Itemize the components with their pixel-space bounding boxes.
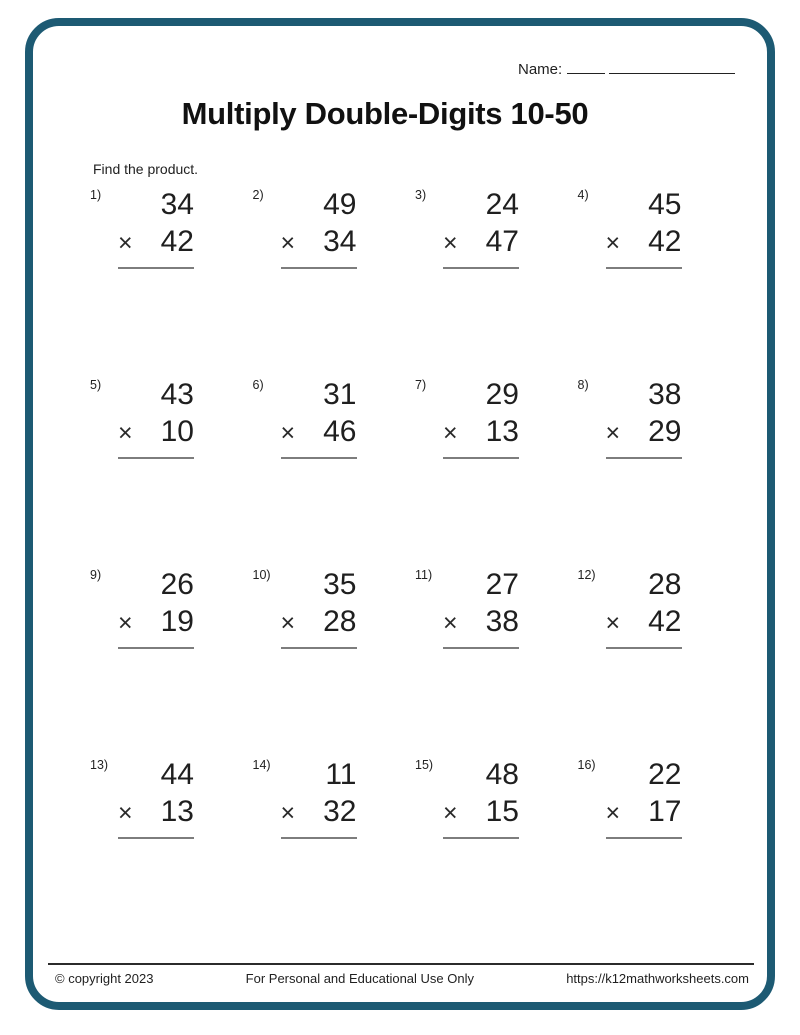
top-operand: 48 (485, 758, 519, 791)
answer-line (606, 267, 682, 269)
problem-stack (443, 186, 519, 269)
bottom-operand: 46 (323, 415, 357, 448)
problem-cell (90, 376, 253, 566)
problem-stack (118, 566, 194, 649)
answer-line (443, 457, 519, 459)
multiply-icon: × (280, 799, 296, 827)
footer (55, 971, 749, 986)
multiply-icon: × (605, 419, 621, 447)
problem-stack (606, 376, 682, 459)
answer-line (281, 647, 357, 649)
top-operand: 35 (323, 568, 357, 601)
problem-number: 12) (577, 568, 596, 582)
top-operand: 28 (648, 568, 682, 601)
answer-line (118, 457, 194, 459)
answer-line (281, 837, 357, 839)
problem-cell (253, 566, 416, 756)
problem-cell (578, 376, 741, 566)
problem-stack (443, 756, 519, 839)
bottom-operand: 29 (648, 415, 682, 448)
bottom-operand: 38 (485, 605, 519, 638)
top-operand: 31 (323, 378, 357, 411)
multiply-icon: × (443, 799, 458, 827)
name-row (518, 58, 735, 78)
problem-number: 16) (577, 758, 596, 772)
problem-stack (281, 566, 357, 649)
multiply-icon: × (118, 419, 133, 447)
top-operand: 27 (485, 568, 519, 601)
problem-cell (90, 566, 253, 756)
problem-number: 13) (90, 758, 109, 772)
multiply-icon: × (443, 609, 458, 637)
problem-stack (281, 756, 357, 839)
problem-cell (90, 186, 253, 376)
problem-stack (443, 376, 519, 459)
problem-stack (443, 566, 519, 649)
problem-cell (578, 186, 741, 376)
bottom-operand: 42 (648, 605, 682, 638)
problem-cell (90, 756, 253, 946)
problem-number: 10) (252, 568, 271, 582)
problem-number: 14) (252, 758, 271, 772)
name-blank-line (609, 58, 735, 74)
problem-number: 7) (415, 378, 427, 392)
problem-cell (253, 186, 416, 376)
problem-number: 4) (577, 188, 589, 202)
multiply-icon: × (443, 229, 458, 257)
problem-number: 3) (415, 188, 427, 202)
instruction-text: Find the product. (93, 161, 199, 177)
answer-line (118, 837, 194, 839)
problem-cell (253, 376, 416, 566)
multiply-icon: × (118, 609, 133, 637)
answer-line (606, 837, 682, 839)
bottom-operand: 42 (160, 225, 194, 258)
multiply-icon: × (605, 229, 621, 257)
bottom-operand: 19 (160, 605, 194, 638)
bottom-operand: 28 (323, 605, 357, 638)
top-operand: 44 (160, 758, 194, 791)
name-label: Name: (518, 61, 563, 78)
answer-line (606, 457, 682, 459)
answer-line (281, 267, 357, 269)
multiply-icon: × (118, 799, 133, 827)
problem-stack (606, 186, 682, 269)
problem-stack (118, 376, 194, 459)
multiply-icon: × (605, 799, 621, 827)
answer-line (281, 457, 357, 459)
bottom-operand: 32 (323, 795, 357, 828)
problem-stack (118, 186, 194, 269)
top-operand: 24 (485, 188, 519, 221)
top-operand: 22 (648, 758, 682, 791)
problem-stack (281, 186, 357, 269)
bottom-operand: 34 (323, 225, 357, 258)
problem-number: 15) (415, 758, 434, 772)
problem-cell (415, 566, 578, 756)
answer-line (443, 267, 519, 269)
multiply-icon: × (280, 609, 296, 637)
top-operand: 43 (160, 378, 194, 411)
multiply-icon: × (118, 229, 133, 257)
footer-divider (48, 963, 754, 965)
answer-line (606, 647, 682, 649)
top-operand: 45 (648, 188, 682, 221)
top-operand: 49 (323, 188, 357, 221)
problem-stack (606, 566, 682, 649)
problem-number: 8) (577, 378, 589, 392)
answer-line (118, 267, 194, 269)
answer-line (443, 837, 519, 839)
top-operand: 38 (648, 378, 682, 411)
problem-cell (415, 376, 578, 566)
answer-line (118, 647, 194, 649)
problem-number: 6) (252, 378, 264, 392)
bottom-operand: 13 (160, 795, 194, 828)
problem-number: 11) (415, 568, 433, 582)
multiply-icon: × (280, 229, 296, 257)
top-operand: 26 (160, 568, 194, 601)
problem-cell (578, 756, 741, 946)
problem-cell (415, 756, 578, 946)
usage-text: For Personal and Educational Use Only (245, 971, 475, 986)
page-title: Multiply Double-Digits 10-50 (181, 96, 589, 131)
problem-stack (118, 756, 194, 839)
bottom-operand: 42 (648, 225, 682, 258)
answer-line (443, 647, 519, 649)
top-operand: 29 (485, 378, 519, 411)
top-operand: 34 (160, 188, 194, 221)
problem-stack (281, 376, 357, 459)
multiply-icon: × (605, 609, 621, 637)
name-blank-segment (567, 58, 605, 74)
problem-number: 9) (90, 568, 102, 582)
top-operand: 11 (325, 758, 357, 791)
multiply-icon: × (280, 419, 296, 447)
bottom-operand: 17 (648, 795, 682, 828)
problem-number: 5) (90, 378, 102, 392)
bottom-operand: 10 (160, 415, 194, 448)
problems-grid (90, 186, 740, 946)
multiply-icon: × (443, 419, 458, 447)
problem-cell (415, 186, 578, 376)
problem-cell (578, 566, 741, 756)
problem-stack (606, 756, 682, 839)
bottom-operand: 47 (485, 225, 519, 258)
website-link[interactable]: https://k12mathworksheets.com (566, 971, 749, 986)
problem-number: 1) (90, 188, 102, 202)
problem-cell (253, 756, 416, 946)
problem-number: 2) (252, 188, 264, 202)
copyright-text: © copyright 2023 (55, 971, 154, 986)
bottom-operand: 15 (485, 795, 519, 828)
bottom-operand: 13 (485, 415, 519, 448)
